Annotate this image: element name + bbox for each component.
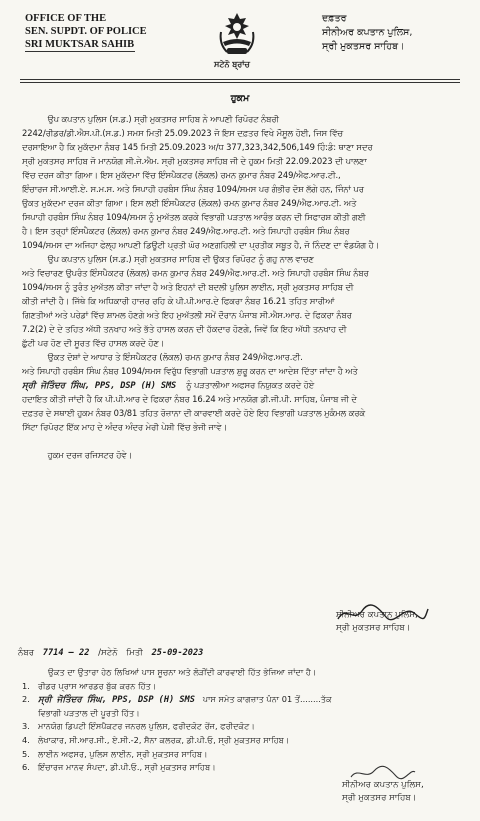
signature-line: ਸ੍ਰੀ ਮੁਕਤਸਰ ਸਾਹਿਬ। — [336, 623, 411, 633]
signature-line: ਸੀਨੀਅਰ ਕਪਤਾਨ ਪੁਲਿਸ, — [336, 610, 418, 620]
body-line — [22, 434, 462, 448]
signature-block — [336, 609, 418, 635]
copy-item-number: 6. — [22, 762, 30, 773]
signature-block — [342, 779, 424, 805]
office-line: ਸੀਨੀਅਰ ਕਪਤਾਨ ਪੁਲਿਸ, — [322, 27, 413, 38]
body-line: 1094/ਸਮਸ ਦਾ ਅਜਿਹਾ ਫੇਲ੍ਹ ਆਪਣੀ ਡਿਊਟੀ ਪ੍ਰਤੀ ਘੋਰ ਅਣਗਹਿਲੀ ਦਾ ਪ੍ਰਤੀਕ ਸਬੂਤ ਹੈ, ਜੋ ਨਿੰਦਣ ਦਾ ਵੰਡਯੋਗ ਹੈ। — [22, 240, 380, 250]
endorsement-no-label: ਨੰਬਰ — [18, 648, 35, 658]
inquiry-officer-name: ਸ੍ਰੀ ਜੋਤਿੰਦਰ ਸਿੰਘ, PPS, DSP (H) SMS — [22, 381, 177, 391]
body-line: ਕੀਤੀ ਜਾਂਦੀ ਹੈ। ਜਿੱਥੇ ਕਿ ਅਧਿਕਾਰੀ ਹਾਜ਼ਰ ਰਹਿ ਕੇ ਪੀ.ਪੀ.ਆਰ.ਦੇ ਫਿਕਰਾ ਨੰਬਰ 16.21 ਤਹਿਤ ਸਾਰੀਆਂ — [22, 296, 335, 306]
endorsement-line — [18, 648, 209, 658]
body-line: ਉਪ ਕਪਤਾਨ ਪੁਲਿਸ (ਸ.ਡ.) ਸ੍ਰੀ ਮੁਕਤਸਰ ਸਾਹਿਬ ਨੇ ਆਪਣੀ ਰਿਪੋਰਟ ਨੰਬਰੀ — [22, 114, 279, 124]
body-line: 1094/ਸਮਸ ਨੂੰ ਤੁਰੰਤ ਮੁਅੱਤਲ ਕੀਤਾ ਜਾਂਦਾ ਹੈ ਅਤੇ ਇਹਨਾਂ ਦੀ ਬਦਲੀ ਪੁਲਿਸ ਲਾਈਨ, ਸ੍ਰੀ ਮੁਕਤਸਰ ਸਾਹਿਬ ਦੀ — [22, 282, 354, 292]
body-line: ਛੁੱਟੀ ਪਰ ਹੋਣ ਦੀ ਸੂਰਤ ਵਿੱਚ ਹਾਸਲ ਕਰਦੇ ਹੋਣ। — [22, 338, 165, 348]
header-divider — [20, 79, 460, 80]
office-header-punjabi — [322, 12, 412, 54]
copy-item — [22, 680, 462, 694]
body-line: ਉਪ ਕਪਤਾਨ ਪੁਲਿਸ (ਸ.ਡ.) ਸ੍ਰੀ ਮੁਕਤਸਰ ਸਾਹਿਬ ਦੀ ਉਕਤ ਰਿਪੋਰਟ ਨੂੰ ਗਹੁ ਨਾਲ ਵਾਚਣ — [22, 254, 314, 264]
emblem-caption: ਸਟੇਨੋ ਬ੍ਰਾਂਚ — [214, 60, 250, 69]
copy-list — [22, 666, 462, 775]
body-line: ਸਿੱਟਾ ਰਿਪੋਰਟ ਇੱਕ ਮਾਹ ਦੇ ਅੰਦਰ ਅੰਦਰ ਮੇਰੀ ਪੇਸ਼ੀ ਵਿੱਚ ਭੇਜੀ ਜਾਵੇ। — [22, 422, 227, 432]
copy-item-text: ਵਿਭਾਗੀ ਪੜਤਾਲ ਦੀ ਪੂਰਤੀ ਹਿੱਤ। — [38, 707, 140, 718]
office-line: SEN. SUPDT. OF POLICE — [25, 26, 147, 37]
body-line-text: ਨੂੰ ਪੜਤਾਲੀਆ ਅਫਸਰ ਨਿਯੁਕਤ ਕਰਦੇ ਹੋਏ — [186, 380, 315, 390]
body-line: ਇੰਚਾਰਜ ਸੀ.ਆਈ.ਏ. ਸ.ਮ.ਸ. ਅਤੇ ਸਿਪਾਹੀ ਹਰਬੰਸ ਸਿੰਘ ਨੰਬਰ 1094/ਸਮਸ ਪਰ ਗੰਭੀਰ ਦੋਸ਼ ਲੱਗੇ ਹਨ, ਜਿੰਨਾਂ ਪਰ — [22, 184, 364, 194]
signature-line: ਸ੍ਰੀ ਮੁਕਤਸਰ ਸਾਹਿਬ। — [342, 793, 417, 803]
copy-item-handwritten: ਸ੍ਰੀ ਜੋਤਿੰਦਰ ਸਿੰਘ, PPS, DSP (H) SMS — [38, 695, 195, 706]
office-line: OFFICE OF THE — [25, 13, 107, 24]
endorsement-branch: /ਸਟੇਨੋ — [98, 648, 118, 658]
header-divider — [20, 82, 460, 83]
body-line: ਹੁਕਮ ਦਰਜ ਰਜਿਸਟਰ ਹੋਵੇ। — [22, 450, 133, 460]
copy-item-text: ਲੇਖਾਕਾਰ, ਸੀ.ਆਰ.ਸੀ., ਏ.ਸੀ.-2, ਸੈਨਾ ਕਲਰਕ, ਡੀ.ਪੀ.ਓ, ਸ੍ਰੀ ਮੁਕਤਸਰ ਸਾਹਿਬ। — [38, 734, 290, 745]
endorsement-date-label: ਮਿਤੀ — [126, 648, 143, 658]
copy-item — [22, 707, 462, 721]
body-line: ਦਰਸਾਇਆ ਹੈ ਕਿ ਮੁਕੱਦਮਾ ਨੰਬਰ 145 ਮਿਤੀ 25.09.2023 ਅ/ਧ 377,323,342,506,149 ਹਿੰ:ਡੰ: ਥਾਣਾ ਸਦਰ — [22, 142, 373, 152]
signature-line: ਸੀਨੀਅਰ ਕਪਤਾਨ ਪੁਲਿਸ, — [342, 780, 424, 790]
body-line: ਅਤੇ ਵਿਚਾਰਣ ਉਪਰੰਤ ਇੰਸਪੈਕਟਰ (ਲੋਕਲ) ਰਮਨ ਕੁਮਾਰ ਨੰਬਰ 249/ਐਫ.ਆਰ.ਟੀ. ਅਤੇ ਸਿਪਾਹੀ ਹਰਬੰਸ ਸਿੰਘ ਨੰਬਰ — [22, 268, 369, 278]
office-line: ਦਫ਼ਤਰ — [322, 13, 347, 24]
copy-item-number: 1. — [22, 680, 30, 691]
endorsement-date: 25-09-2023 — [151, 648, 204, 658]
order-body — [22, 112, 462, 462]
office-line: ਸ੍ਰੀ ਮੁਕਤਸਰ ਸਾਹਿਬ। — [322, 41, 405, 52]
body-line: ਅਤੇ ਸਿਪਾਹੀ ਹਰਬੰਸ ਸਿੰਘ ਨੰਬਰ 1094/ਸਮਸ ਵਿਰੁੱਧ ਵਿਭਾਗੀ ਪੜਤਾਲ ਸ਼ੁਰੂ ਕਰਨ ਦਾ ਆਦੇਸ਼ ਦਿੱਤਾ ਜਾਂਦਾ ਹੈ ਅਤੇ — [22, 366, 358, 376]
body-line: ਹਦਾਇਤ ਕੀਤੀ ਜਾਂਦੀ ਹੈ ਕਿ ਪੀ.ਪੀ.ਆਰ ਦੇ ਫਿਕਰਾ ਨੰਬਰ 16.24 ਅਤੇ ਮਾਨਯੋਗ ਡੀ.ਜੀ.ਪੀ. ਸਾਹਿਬ, ਪੰਜਾਬ ਜੀ ਦੇ — [22, 394, 357, 404]
copy-item-text: ਰੀਡਰ ਪ੍ਰਾਸ ਆਰਡਰ ਬੁੱਕ ਕਰਨ ਹਿੱਤ। — [38, 680, 157, 691]
copy-item-number: 2. — [22, 694, 30, 705]
body-line: ਸਿਪਾਹੀ ਹਰਬੰਸ ਸਿੰਘ ਨੰਬਰ 1094/ਸਮਸ ਨੂੰ ਮੁਅੱਤਲ ਕਰਕੇ ਵਿਭਾਗੀ ਪੜਤਾਲ ਆਰੰਭ ਕਰਨ ਦੀ ਸਿਫਾਰਸ਼ ਕੀਤੀ ਗਈ — [22, 212, 366, 222]
endorsement-no: 7714 — 22 — [42, 648, 90, 658]
copy-item — [22, 693, 462, 707]
office-line: SRI MUKTSAR SAHIB — [25, 39, 135, 50]
copy-item-text: ਲਾਈਨ ਅਫਸਰ, ਪੁਲਿਸ ਲਾਈਨ, ਸ੍ਰੀ ਮੁਕਤਸਰ ਸਾਹਿਬ। — [38, 748, 208, 759]
copy-intro: ਉਕਤ ਦਾ ਉਤਾਰਾ ਹੇਠ ਲਿਖਿਆਂ ਪਾਸ ਸੂਚਨਾ ਅਤੇ ਲੋੜੀਂਦੀ ਕਾਰਵਾਈ ਹਿੱਤ ਭੇਜਿਆ ਜਾਂਦਾ ਹੈ। — [48, 667, 317, 677]
body-line: ਉਕਤ ਦੋਸ਼ਾਂ ਦੇ ਆਧਾਰ ਤੇ ਇੰਸਪੈਕਟਰ (ਲੋਕਲ) ਰਮਨ ਕੁਮਾਰ ਨੰਬਰ 249/ਐਫ.ਆਰ.ਟੀ. — [22, 352, 303, 362]
body-line: ਹੈ। ਇਸ ਤਰ੍ਹਾਂ ਇੰਸਪੈਕਟਰ (ਲੋਕਲ) ਰਮਨ ਕੁਮਾਰ ਨੰਬਰ 249/ਐਫ.ਆਰ.ਟੀ. ਅਤੇ ਸਿਪਾਹੀ ਹਰਬੰਸ ਸਿੰਘ ਨੰਬਰ — [22, 226, 350, 236]
body-line: ਵਿੱਚ ਦਰਜ ਕੀਤਾ ਗਿਆ। ਇਸ ਮੁਕੱਦਮਾ ਵਿੱਚ ਇੰਸਪੈਕਟਰ (ਲੋਕਲ) ਰਮਨ ਕੁਮਾਰ ਨੰਬਰ 249/ਐਫ.ਆਰ.ਟੀ., — [22, 170, 341, 180]
copy-item-number: 4. — [22, 734, 30, 745]
copy-item — [22, 748, 462, 762]
body-line: ਸ੍ਰੀ ਮੁਕਤਸਰ ਸਾਹਿਬ ਜੋ ਮਾਨਯੋਗ ਸੀ.ਜੇ.ਐਮ. ਸ੍ਰੀ ਮੁਕਤਸਰ ਸਾਹਿਬ ਜੀ ਦੇ ਹੁਕਮ ਮਿਤੀ 22.09.2023 ਦੀ ਪਾਲਣਾ — [22, 156, 367, 166]
body-line: 7.2(2) ਦੇ ਦੇ ਤਹਿਤ ਅੱਧੀ ਤਨਖਾਹ ਅਤੇ ਭੱਤੇ ਹਾਸਲ ਕਰਨ ਦੀ ਹੱਕਦਾਰ ਹੋਣਗੇ, ਜਿਵੇਂ ਕਿ ਇਹ ਅੱਧੀ ਤਨਖਾਹ ਦੀ — [22, 324, 347, 334]
body-line: ਗਿਣਤੀਆਂ ਅਤੇ ਪਰੇਡਾਂ ਵਿੱਚ ਸ਼ਾਮਲ ਹੋਣਗੇ ਅਤੇ ਇਹ ਮੁਅੱਤਲੀ ਸਮੇਂ ਦੌਰਾਨ ਪੰਜਾਬ ਸੀ.ਐਸ.ਆਰ. ਦੇ ਫਿਕਰਾ ਨੰਬਰ — [22, 310, 352, 320]
order-title: ਹੁਕਮ — [230, 93, 250, 104]
copy-item-number: 5. — [22, 748, 30, 759]
copy-item-text: ਇੰਚਾਰਜ ਮਾਨਵ ਸੰਪਦਾ, ਡੀ.ਪੀ.ਓ., ਸ੍ਰੀ ਮੁਕਤਸਰ ਸਾਹਿਬ। — [38, 762, 216, 773]
body-line: ਦਫ਼ਤਰ ਦੇ ਸਥਾਈ ਹੁਕਮ ਨੰਬਰ 03/81 ਤਹਿਤ ਰੋਜ਼ਾਨਾ ਦੀ ਕਾਰਵਾਈ ਕਰਦੇ ਹੋਏ ਇਹ ਵਿਭਾਗੀ ਪੜਤਾਲ ਮੁਕੰਮਲ ਕਰਕੇ — [22, 408, 365, 418]
body-line-handwritten — [22, 378, 462, 392]
punjab-police-emblem-icon — [213, 10, 261, 60]
copy-item-text: ਪਾਸ ਸਮੇਤ ਕਾਗਜ਼ਾਤ ਪੰਨਾ 01 ਤੋਂ........ਤੱਕ — [202, 694, 332, 705]
copy-item — [22, 720, 462, 734]
body-line: ਉਕਤ ਮੁਕੱਦਮਾ ਦਰਜ ਕੀਤਾ ਗਿਆ। ਇਸ ਲਈ ਇੰਸਪੈਕਟਰ (ਲੋਕਲ) ਰਮਨ ਕੁਮਾਰ ਨੰਬਰ 249/ਐਫ.ਆਰ.ਟੀ. ਅਤੇ — [22, 198, 357, 208]
copy-item — [22, 734, 462, 748]
body-line: 2242/ਰੀਡਰ/ਡੀ.ਐਸ.ਪੀ.(ਸ.ਡ.) ਸਮਸ ਮਿਤੀ 25.09.2023 ਜੋ ਇਸ ਦਫ਼ਤਰ ਵਿਖੇ ਮੌਸੂਲ ਹੋਈ, ਜਿਸ ਵਿੱਚ — [22, 128, 343, 138]
office-header-english — [25, 12, 147, 52]
copy-item-text: ਮਾਨਯੋਗ ਡਿਪਟੀ ਇੰਸਪੈਕਟਰ ਜਨਰਲ ਪੁਲਿਸ, ਫਰੀਦਕੋਟ ਰੇਂਜ, ਫਰੀਦਕੋਟ। — [38, 721, 255, 732]
copy-item-number: 3. — [22, 721, 30, 732]
